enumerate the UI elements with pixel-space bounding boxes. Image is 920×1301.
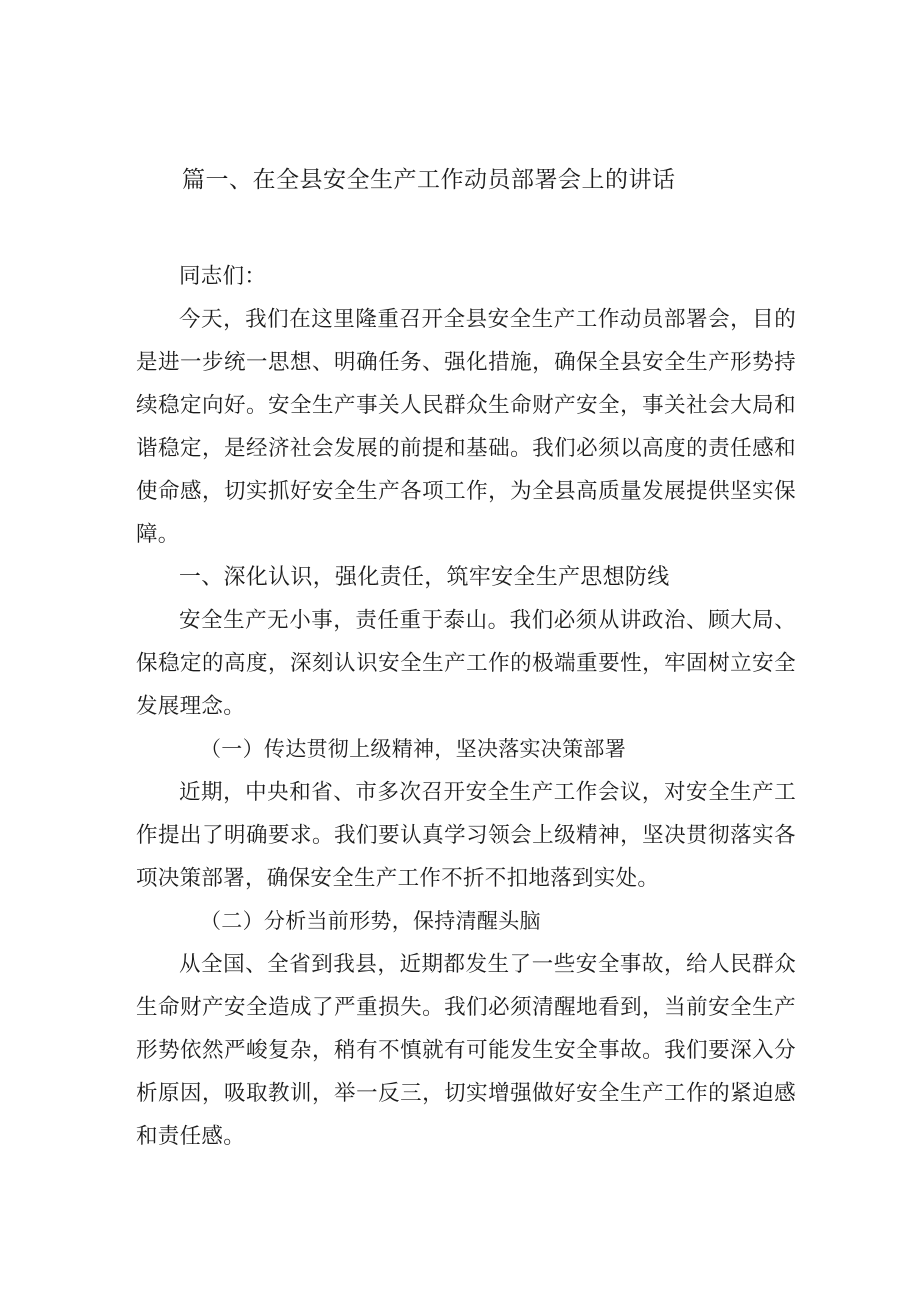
salutation: 同志们： <box>179 264 267 289</box>
subsection-2-paragraph: 从全国、全省到我县，近期都发生了一些安全事故，给人民群众生命财产安全造成了严重损失。我们必须清醒地看到，当前安全生产形势依然严峻复杂，稍有不慎就有可能发生安全事故。我们要深入分析原因，吸取教训，举一反三，切实增强做好安全生产工作的紧迫感和责任感。 <box>136 952 796 1149</box>
document-title: 篇一、在全县安全生产工作动员部署会上的讲话 <box>182 167 676 193</box>
subsection-1-paragraph: 近期，中央和省、市多次召开安全生产工作会议，对安全生产工作提出了明确要求。我们要认真学习领会上级精神，坚决贯彻落实各项决策部署，确保安全生产工作不折不扣地落到实处。 <box>136 780 796 891</box>
intro-paragraph: 今天，我们在这里隆重召开全县安全生产工作动员部署会，目的是进一步统一思想、明确任务、强化措施，确保全县安全生产形势持续稳定向好。安全生产事关人民群众生命财产安全，事关社会大局和谐稳定，是经济社会发展的前提和基础。我们必须以高度的责任感和使命感，切实抓好安全生产各项工作，为全县高质量发展提供坚实保障。 <box>136 307 796 547</box>
subsection-heading-1: （一）传达贯彻上级精神，坚决落实决策部署 <box>200 737 626 761</box>
subsection-heading-2: （二）分析当前形势，保持清醒头脑 <box>200 909 541 933</box>
section-heading-1: 一、深化认识，强化责任，筑牢安全生产思想防线 <box>178 565 670 590</box>
section-1-paragraph: 安全生产无小事，责任重于泰山。我们必须从讲政治、顾大局、保稳定的高度，深刻认识安全生产工作的极端重要性，牢固树立安全发展理念。 <box>136 608 796 719</box>
document-body <box>136 255 796 1158</box>
